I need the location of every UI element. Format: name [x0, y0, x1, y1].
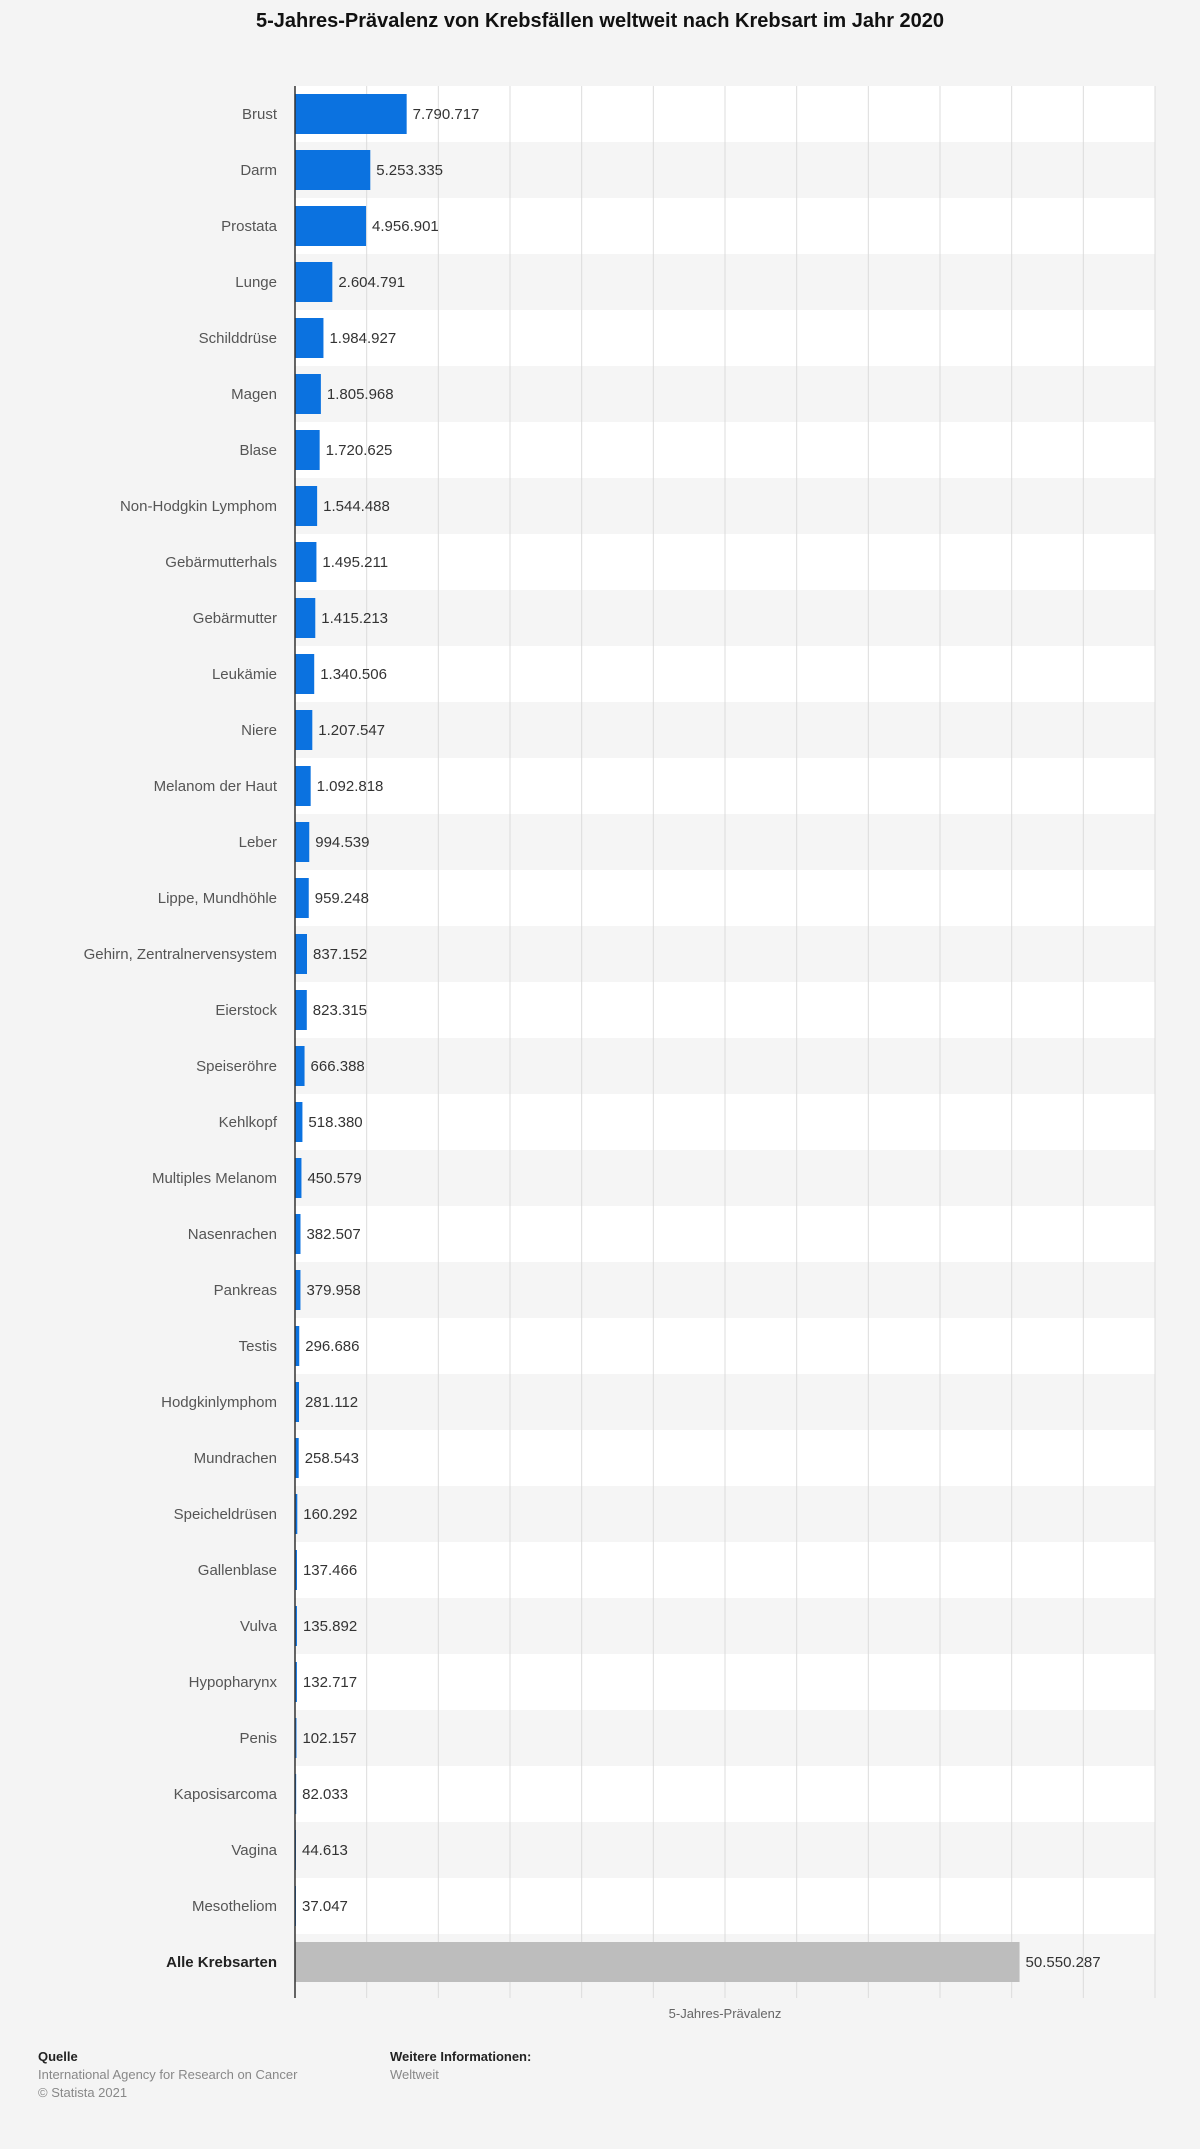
category-label: Leukämie [211, 666, 277, 683]
bar [295, 374, 321, 414]
bar [295, 710, 312, 750]
value-label: 2.604.791 [338, 274, 406, 291]
category-label: Prostata [221, 218, 277, 235]
source-block [38, 2048, 297, 2102]
bar [295, 934, 307, 974]
category-label: Kehlkopf [218, 1114, 277, 1131]
value-label: 132.717 [302, 1674, 358, 1691]
value-label: 160.292 [303, 1506, 358, 1523]
value-label: 518.380 [308, 1114, 363, 1131]
value-label: 258.543 [304, 1450, 359, 1467]
bar [295, 542, 316, 582]
info-line-1: Weltweit [390, 2067, 439, 2082]
category-label: Gallenblase [197, 1562, 277, 1579]
bar [295, 150, 370, 190]
category-label: Brust [241, 106, 277, 123]
category-label: Eierstock [215, 1002, 277, 1019]
bar [295, 1158, 301, 1198]
category-label: Lunge [235, 274, 277, 291]
bar [295, 598, 315, 638]
value-label: 1.495.211 [322, 554, 389, 571]
category-label: Lippe, Mundhöhle [157, 890, 277, 907]
bar [295, 486, 317, 526]
bar [295, 878, 309, 918]
value-label: 296.686 [305, 1338, 360, 1355]
category-label: Gebärmutterhals [165, 554, 277, 571]
value-label: 1.340.506 [320, 666, 387, 683]
value-label: 37.047 [302, 1898, 348, 1915]
value-label: 450.579 [307, 1170, 362, 1187]
value-label: 837.152 [312, 946, 368, 963]
value-label: 1.805.968 [326, 386, 394, 403]
category-label: Melanom der Haut [153, 778, 277, 795]
category-label: Gebärmutter [192, 610, 277, 627]
value-label: 1.544.488 [323, 498, 390, 515]
bar [295, 1046, 305, 1086]
value-label: 137.466 [302, 1562, 358, 1579]
bar [295, 430, 320, 470]
bar [295, 766, 311, 806]
x-axis-title: 5-Jahres-Prävalenz [668, 2006, 782, 2021]
category-label: Niere [241, 722, 277, 739]
bar [295, 822, 309, 862]
value-label: 1.415.213 [321, 610, 389, 627]
bar [295, 262, 332, 302]
category-label: Blase [239, 442, 277, 459]
category-label: Vulva [240, 1618, 277, 1635]
category-label: Hypopharynx [188, 1674, 277, 1691]
category-label: Gehirn, Zentralnervensystem [83, 946, 277, 963]
value-label: 281.112 [305, 1394, 359, 1411]
bar [295, 1102, 302, 1142]
value-label: 82.033 [302, 1786, 349, 1803]
bar [295, 654, 314, 694]
source-line-2: © Statista 2021 [38, 2085, 128, 2100]
category-label: Penis [239, 1730, 277, 1747]
value-label: 1.207.547 [318, 722, 386, 739]
category-label: Vagina [231, 1842, 277, 1859]
category-label: Darm [240, 162, 277, 179]
category-label: Speicheldrüsen [173, 1506, 277, 1523]
source-heading: Quelle [38, 2049, 78, 2064]
category-label: Leber [238, 834, 277, 851]
category-label: Magen [231, 386, 277, 403]
value-label: 382.507 [306, 1226, 361, 1243]
value-label: 959.248 [314, 890, 369, 907]
category-label: Schilddrüse [198, 330, 277, 347]
category-label: Multiples Melanom [151, 1170, 277, 1187]
source-line-1: International Agency for Research on Cancer [38, 2067, 298, 2082]
category-label: Non-Hodgkin Lymphom [119, 498, 277, 515]
bar [295, 206, 366, 246]
value-label: 50.550.287 [1025, 1954, 1101, 1971]
value-label: 1.984.927 [329, 330, 397, 347]
category-labels [84, 106, 278, 1971]
category-label: Hodgkinlymphom [161, 1394, 277, 1411]
value-label: 666.388 [310, 1058, 365, 1075]
category-label: Mesotheliom [191, 1898, 277, 1915]
value-label: 823.315 [312, 1002, 368, 1019]
value-label: 7.790.717 [412, 106, 480, 123]
bar [295, 318, 323, 358]
value-label: 102.157 [302, 1730, 357, 1747]
value-label: 5.253.335 [376, 162, 444, 179]
value-label: 379.958 [306, 1282, 361, 1299]
value-label: 135.892 [302, 1618, 358, 1635]
category-label: Speiseröhre [196, 1058, 277, 1075]
bar [295, 1214, 300, 1254]
chart-title: 5-Jahres-Prävalenz von Krebsfällen weltweit nach Krebsart im Jahr 2020 [255, 10, 945, 32]
category-label: Pankreas [213, 1282, 277, 1299]
value-label: 4.956.901 [372, 218, 439, 235]
value-label: 44.613 [302, 1842, 348, 1859]
info-block [390, 2048, 531, 2084]
bar [295, 1270, 300, 1310]
value-label: 994.539 [315, 834, 370, 851]
bar [295, 94, 407, 134]
value-label: 1.092.818 [316, 778, 384, 795]
category-label: Mundrachen [193, 1450, 277, 1467]
info-heading: Weitere Informationen: [390, 2049, 532, 2064]
category-label: Kaposisarcoma [173, 1786, 277, 1803]
bar [295, 990, 307, 1030]
bar-total [295, 1942, 1020, 1982]
category-label: Testis [238, 1338, 277, 1355]
category-label: Alle Krebsarten [166, 1954, 277, 1971]
category-label: Nasenrachen [187, 1226, 277, 1243]
value-label: 1.720.625 [325, 442, 393, 459]
